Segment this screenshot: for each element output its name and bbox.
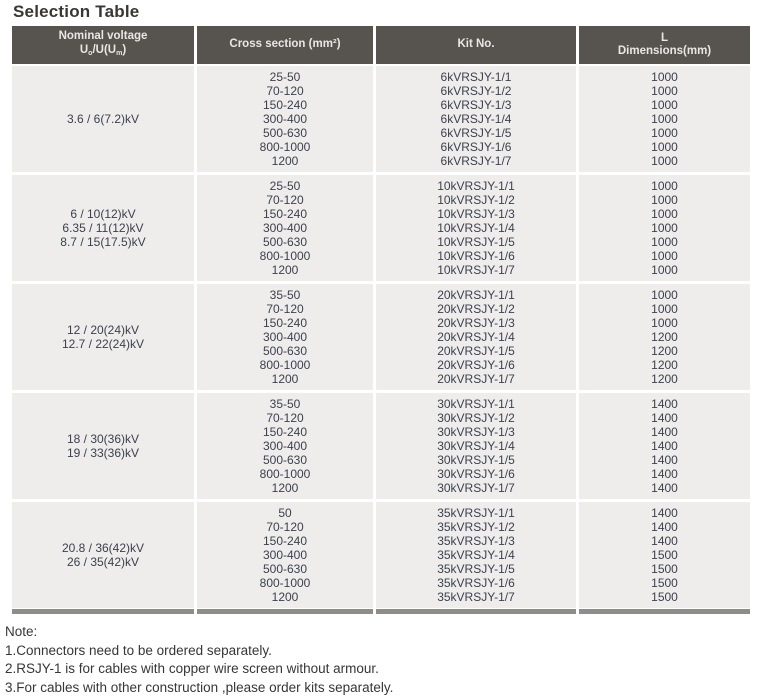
kit-no-value: 35kVRSJY-1/6 xyxy=(376,576,576,590)
kit-no-value: 20kVRSJY-1/1 xyxy=(376,288,576,302)
notes-title: Note: xyxy=(5,623,759,642)
dimension-value: 1000 xyxy=(579,302,750,316)
voltage-group-row xyxy=(12,66,750,172)
um-subscript: m xyxy=(116,50,122,57)
selection-table xyxy=(12,26,750,614)
dimension-value: 1000 xyxy=(579,221,750,235)
table-bottom-bar xyxy=(12,609,750,614)
dimension-value: 1000 xyxy=(579,84,750,98)
cross-section-value: 70-120 xyxy=(197,302,373,316)
dimension-value: 1000 xyxy=(579,249,750,263)
dimension-value: 1500 xyxy=(579,562,750,576)
kit-no-value: 30kVRSJY-1/1 xyxy=(376,397,576,411)
dimension-value: 1400 xyxy=(579,397,750,411)
cross-section-value: 150-240 xyxy=(197,98,373,112)
dimension-value: 1000 xyxy=(579,140,750,154)
kit-no-value: 30kVRSJY-1/5 xyxy=(376,453,576,467)
cross-section-cell xyxy=(197,502,373,608)
header-nominal-voltage-line1: Nominal voltage xyxy=(59,30,148,44)
cross-section-value: 500-630 xyxy=(197,235,373,249)
cross-section-value: 25-50 xyxy=(197,70,373,84)
dimension-value: 1400 xyxy=(579,534,750,548)
cross-section-value: 1200 xyxy=(197,154,373,168)
bottom-bar-segment xyxy=(12,609,194,614)
kit-no-value: 6kVRSJY-1/1 xyxy=(376,70,576,84)
dimension-value: 1000 xyxy=(579,316,750,330)
kit-no-value: 6kVRSJY-1/2 xyxy=(376,84,576,98)
cross-section-value: 800-1000 xyxy=(197,576,373,590)
notes-section xyxy=(5,623,759,697)
header-dimensions xyxy=(579,26,750,64)
dimension-value: 1000 xyxy=(579,207,750,221)
header-nominal-voltage-line2 xyxy=(80,44,126,61)
kit-no-cell xyxy=(376,66,576,172)
voltage-line: 3.6 / 6(7.2)kV xyxy=(12,112,194,126)
dimension-value: 1200 xyxy=(579,358,750,372)
cross-section-value: 1200 xyxy=(197,263,373,277)
cross-section-value: 150-240 xyxy=(197,534,373,548)
cross-section-value: 150-240 xyxy=(197,425,373,439)
voltage-line: 18 / 30(36)kV xyxy=(12,432,194,446)
kit-no-value: 35kVRSJY-1/5 xyxy=(376,562,576,576)
dimension-value: 1400 xyxy=(579,467,750,481)
cross-section-value: 500-630 xyxy=(197,562,373,576)
kit-no-value: 10kVRSJY-1/1 xyxy=(376,179,576,193)
kit-no-value: 30kVRSJY-1/7 xyxy=(376,481,576,495)
nominal-voltage-cell xyxy=(12,393,194,499)
kit-no-value: 35kVRSJY-1/2 xyxy=(376,520,576,534)
u-mid-text: /U(U xyxy=(92,44,116,56)
dimension-value: 1400 xyxy=(579,453,750,467)
dimension-cell xyxy=(579,175,750,281)
kit-no-value: 35kVRSJY-1/7 xyxy=(376,590,576,604)
cross-section-cell xyxy=(197,393,373,499)
kit-no-value: 10kVRSJY-1/2 xyxy=(376,193,576,207)
cross-section-value: 300-400 xyxy=(197,112,373,126)
voltage-group-row xyxy=(12,393,750,499)
kit-no-value: 35kVRSJY-1/1 xyxy=(376,506,576,520)
page-title: Selection Table xyxy=(0,0,759,26)
dimension-cell xyxy=(579,66,750,172)
cross-section-value: 300-400 xyxy=(197,221,373,235)
voltage-group-row xyxy=(12,175,750,281)
dimension-value: 1400 xyxy=(579,425,750,439)
kit-no-value: 6kVRSJY-1/5 xyxy=(376,126,576,140)
u0-subscript: o xyxy=(88,50,92,57)
voltage-line: 19 / 33(36)kV xyxy=(12,446,194,460)
kit-no-cell xyxy=(376,175,576,281)
kit-no-value: 10kVRSJY-1/7 xyxy=(376,263,576,277)
header-kit-no-label: Kit No. xyxy=(457,38,494,52)
kit-no-value: 30kVRSJY-1/2 xyxy=(376,411,576,425)
kit-no-value: 10kVRSJY-1/5 xyxy=(376,235,576,249)
nominal-voltage-cell xyxy=(12,284,194,390)
header-kit-no xyxy=(376,26,576,64)
cross-section-value: 300-400 xyxy=(197,439,373,453)
cross-section-cell xyxy=(197,284,373,390)
dimension-cell xyxy=(579,502,750,608)
cross-section-value: 1200 xyxy=(197,590,373,604)
dimension-cell xyxy=(579,393,750,499)
dimension-value: 1000 xyxy=(579,70,750,84)
kit-no-value: 20kVRSJY-1/4 xyxy=(376,330,576,344)
dimension-value: 1000 xyxy=(579,126,750,140)
dimension-value: 1400 xyxy=(579,506,750,520)
kit-no-value: 6kVRSJY-1/3 xyxy=(376,98,576,112)
dimension-cell xyxy=(579,284,750,390)
cross-section-value: 500-630 xyxy=(197,344,373,358)
dimension-value: 1200 xyxy=(579,344,750,358)
cross-section-value: 800-1000 xyxy=(197,140,373,154)
kit-no-value: 20kVRSJY-1/2 xyxy=(376,302,576,316)
nominal-voltage-cell xyxy=(12,175,194,281)
cross-section-value: 800-1000 xyxy=(197,467,373,481)
header-nominal-voltage xyxy=(12,26,194,64)
header-dimensions-line2: Dimensions(mm) xyxy=(618,45,711,59)
header-cross-section-label: Cross section (mm²) xyxy=(229,38,340,52)
note-line: 2.RSJY-1 is for cables with copper wire screen without armour. xyxy=(5,660,759,679)
cross-section-value: 25-50 xyxy=(197,179,373,193)
u-end-text: ) xyxy=(122,44,126,56)
voltage-line: 12 / 20(24)kV xyxy=(12,323,194,337)
dimension-value: 1000 xyxy=(579,98,750,112)
note-line: 1.Connectors need to be ordered separately. xyxy=(5,642,759,661)
dimension-value: 1400 xyxy=(579,439,750,453)
dimension-value: 1000 xyxy=(579,263,750,277)
dimension-value: 1500 xyxy=(579,548,750,562)
dimension-value: 1500 xyxy=(579,576,750,590)
kit-no-cell xyxy=(376,284,576,390)
cross-section-cell xyxy=(197,175,373,281)
dimension-value: 1000 xyxy=(579,288,750,302)
cross-section-value: 50 xyxy=(197,506,373,520)
bottom-bar-segment xyxy=(376,609,576,614)
dimension-value: 1500 xyxy=(579,590,750,604)
kit-no-value: 6kVRSJY-1/7 xyxy=(376,154,576,168)
kit-no-value: 10kVRSJY-1/6 xyxy=(376,249,576,263)
header-dimensions-line1: L xyxy=(661,32,668,46)
cross-section-value: 70-120 xyxy=(197,193,373,207)
table-body xyxy=(12,66,750,608)
bottom-bar-segment xyxy=(197,609,373,614)
notes-list xyxy=(5,642,759,697)
dimension-value: 1400 xyxy=(579,520,750,534)
voltage-line: 12.7 / 22(24)kV xyxy=(12,337,194,351)
note-line: 3.For cables with other construction ,please order kits separately. xyxy=(5,679,759,697)
cross-section-value: 300-400 xyxy=(197,330,373,344)
bottom-bar-segment xyxy=(579,609,750,614)
dimension-value: 1200 xyxy=(579,372,750,386)
header-cross-section xyxy=(197,26,373,64)
kit-no-cell xyxy=(376,502,576,608)
dimension-value: 1000 xyxy=(579,193,750,207)
cross-section-value: 150-240 xyxy=(197,316,373,330)
voltage-group-row xyxy=(12,284,750,390)
cross-section-value: 300-400 xyxy=(197,548,373,562)
kit-no-value: 20kVRSJY-1/3 xyxy=(376,316,576,330)
cross-section-value: 70-120 xyxy=(197,520,373,534)
kit-no-value: 10kVRSJY-1/3 xyxy=(376,207,576,221)
dimension-value: 1000 xyxy=(579,235,750,249)
kit-no-value: 6kVRSJY-1/4 xyxy=(376,112,576,126)
cross-section-value: 1200 xyxy=(197,481,373,495)
cross-section-value: 800-1000 xyxy=(197,358,373,372)
voltage-line: 6 / 10(12)kV xyxy=(12,207,194,221)
cross-section-cell xyxy=(197,66,373,172)
dimension-value: 1000 xyxy=(579,154,750,168)
kit-no-cell xyxy=(376,393,576,499)
dimension-value: 1000 xyxy=(579,179,750,193)
kit-no-value: 35kVRSJY-1/3 xyxy=(376,534,576,548)
voltage-line: 26 / 35(42)kV xyxy=(12,555,194,569)
kit-no-value: 10kVRSJY-1/4 xyxy=(376,221,576,235)
kit-no-value: 35kVRSJY-1/4 xyxy=(376,548,576,562)
u0-text: U xyxy=(80,44,88,56)
dimension-value: 1200 xyxy=(579,330,750,344)
dimension-value: 1400 xyxy=(579,481,750,495)
kit-no-value: 20kVRSJY-1/7 xyxy=(376,372,576,386)
cross-section-value: 35-50 xyxy=(197,397,373,411)
cross-section-value: 500-630 xyxy=(197,453,373,467)
voltage-line: 8.7 / 15(17.5)kV xyxy=(12,235,194,249)
kit-no-value: 30kVRSJY-1/6 xyxy=(376,467,576,481)
dimension-value: 1000 xyxy=(579,112,750,126)
table-header-row xyxy=(12,26,750,64)
voltage-line: 6.35 / 11(12)kV xyxy=(12,221,194,235)
voltage-line: 20.8 / 36(42)kV xyxy=(12,541,194,555)
dimension-value: 1400 xyxy=(579,411,750,425)
nominal-voltage-cell xyxy=(12,502,194,608)
cross-section-value: 150-240 xyxy=(197,207,373,221)
cross-section-value: 1200 xyxy=(197,372,373,386)
cross-section-value: 70-120 xyxy=(197,84,373,98)
kit-no-value: 30kVRSJY-1/3 xyxy=(376,425,576,439)
cross-section-value: 35-50 xyxy=(197,288,373,302)
kit-no-value: 6kVRSJY-1/6 xyxy=(376,140,576,154)
kit-no-value: 20kVRSJY-1/5 xyxy=(376,344,576,358)
kit-no-value: 30kVRSJY-1/4 xyxy=(376,439,576,453)
cross-section-value: 500-630 xyxy=(197,126,373,140)
cross-section-value: 70-120 xyxy=(197,411,373,425)
kit-no-value: 20kVRSJY-1/6 xyxy=(376,358,576,372)
nominal-voltage-cell xyxy=(12,66,194,172)
voltage-group-row xyxy=(12,502,750,608)
cross-section-value: 800-1000 xyxy=(197,249,373,263)
